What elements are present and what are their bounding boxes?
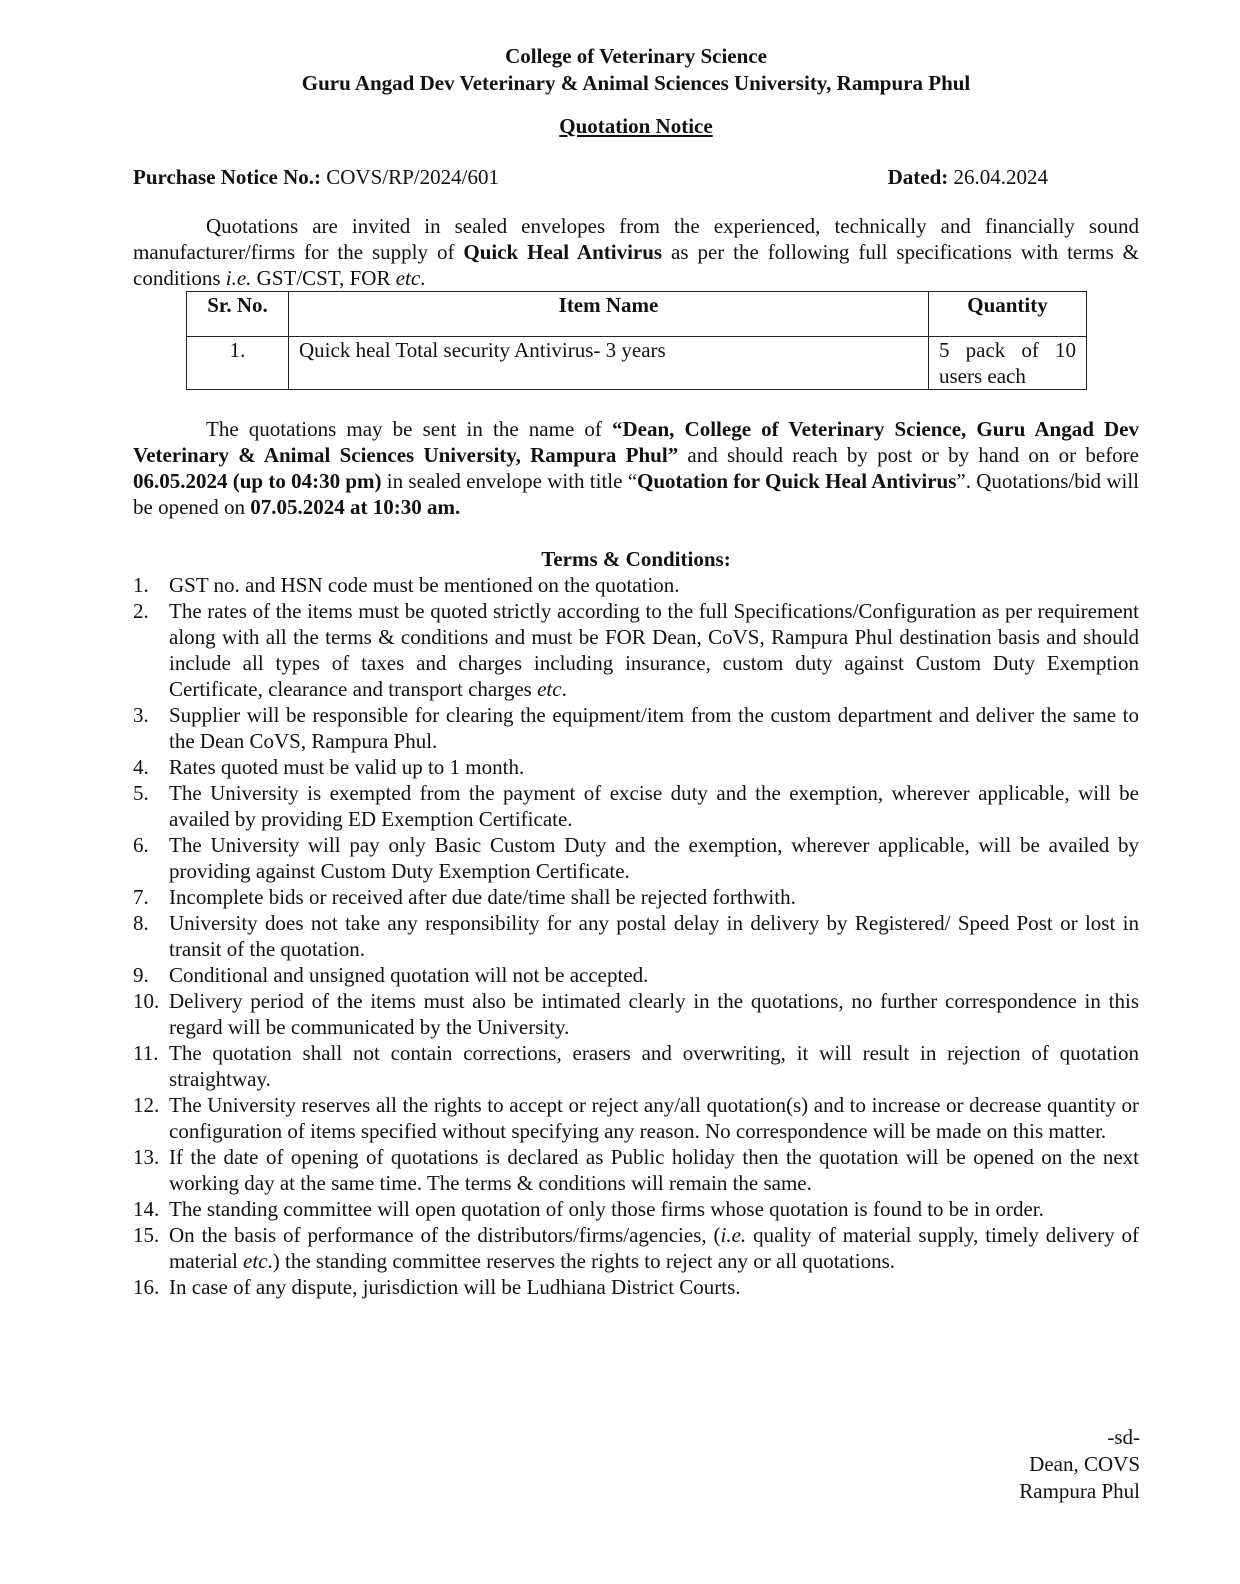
intro-text-1: Quotations are invited in sealed envelopes from the experienced, technically and financially sound manufacturer/firms for the supply of [133, 214, 1139, 264]
term-number: 13. [133, 1145, 160, 1169]
header-item-name: Item Name [289, 292, 929, 337]
term-text: On the basis of performance of the distributors/firms/agencies, ( [169, 1223, 721, 1247]
list-item [133, 988, 1139, 1040]
intro-etc: etc [395, 266, 421, 290]
term-text: Supplier will be responsible for clearing the equipment/item from the custom department and deliver the same to the Dean CoVS, Rampura Phul. [169, 703, 1139, 753]
term-number: 9. [133, 963, 149, 987]
list-item [133, 1144, 1139, 1196]
university-name: Guru Angad Dev Veterinary & Animal Sciences University, Rampura Phul [301, 71, 971, 95]
list-item [133, 572, 1139, 598]
list-item [133, 884, 1139, 910]
date-value: 26.04.2024 [953, 165, 1048, 189]
header-sr-no: Sr. No. [187, 292, 289, 337]
term-number: 6. [133, 833, 149, 857]
term-text: The quotation shall not contain corrections, erasers and overwriting, it will result in rejection of quotation straightway. [169, 1041, 1139, 1091]
term-number: 1. [133, 573, 149, 597]
terms-title: Terms & Conditions: [541, 547, 731, 571]
signatory-title: Dean, COVS [1029, 1452, 1140, 1476]
term-text: The University is exempted from the payment of excise duty and the exemption, wherever applicable, will be availed by providing ED Exemption Certificate. [169, 781, 1139, 831]
term-number: 14. [133, 1197, 160, 1221]
signature-mark: -sd- [1107, 1425, 1140, 1449]
list-item [133, 962, 1139, 988]
term-text: quality of material supply, timely delivery of material [169, 1223, 1139, 1273]
header-quantity: Quantity [929, 292, 1087, 337]
cell-sr-no: 1. [187, 337, 289, 390]
term-number: 10. [133, 989, 160, 1013]
submission-text-1: The quotations may be sent in the name of [206, 417, 613, 441]
document-page [133, 43, 1139, 1300]
intro-text-4: . [420, 266, 426, 290]
term-text: Rates quoted must be valid up to 1 month. [169, 755, 525, 779]
college-name: College of Veterinary Science [505, 44, 767, 68]
term-text: Conditional and unsigned quotation will not be accepted. [169, 963, 649, 987]
term-number: 2. [133, 599, 149, 623]
list-item [133, 1196, 1139, 1222]
term-text: i.e. [720, 1223, 747, 1247]
envelope-title: Quotation for Quick Heal Antivirus [637, 469, 957, 493]
purchase-notice-value: COVS/RP/2024/601 [326, 165, 499, 189]
list-item [133, 1222, 1139, 1274]
cell-quantity: 5 pack of 10 users each [929, 337, 1087, 390]
submission-text-2: and should reach by post or by hand on or before [678, 443, 1139, 467]
opening-date: 07.05.2024 at 10:30 am. [250, 495, 461, 519]
term-number: 4. [133, 755, 149, 779]
terms-list [133, 572, 1139, 1300]
items-table [186, 291, 1087, 390]
deadline: 06.05.2024 (up to 04:30 pm) [133, 469, 382, 493]
intro-text-2: as per the following full specifications with terms & conditions [133, 240, 1139, 290]
term-number: 16. [133, 1275, 160, 1299]
term-text: . [561, 677, 567, 701]
signature-block [1019, 1424, 1140, 1505]
submission-text-4: ”. Quotations/bid will be opened on [133, 469, 1139, 519]
cell-item-name: Quick heal Total security Antivirus- 3 years [289, 337, 929, 390]
term-text: The standing committee will open quotation of only those firms whose quotation is found to be in order. [169, 1197, 1044, 1221]
date-label: Dated: [887, 165, 949, 189]
term-text: Delivery period of the items must also be intimated clearly in the quotations, no further correspondence in this regard will be communicated by the University. [169, 989, 1139, 1039]
list-item [133, 754, 1139, 780]
term-text: GST no. and HSN code must be mentioned on the quotation. [169, 573, 680, 597]
submission-paragraph [133, 416, 1139, 520]
term-number: 5. [133, 781, 149, 805]
term-text: The University reserves all the rights to accept or reject any/all quotation(s) and to increase or decrease quantity or configuration of items specified without specifying any reason. No correspondence will be made on this matter. [169, 1093, 1139, 1143]
term-text: etc [243, 1249, 268, 1273]
term-number: 12. [133, 1093, 160, 1117]
submission-text-3: in sealed envelope with title “ [381, 469, 638, 493]
list-item [133, 780, 1139, 832]
intro-ie: i.e. [225, 266, 252, 290]
term-text: University does not take any responsibility for any postal delay in delivery by Registered/ Speed Post or lost in transit of the quotation. [169, 911, 1139, 961]
term-number: 7. [133, 885, 149, 909]
purchase-notice-number [133, 164, 499, 190]
term-number: 15. [133, 1223, 160, 1247]
list-item [133, 1092, 1139, 1144]
intro-paragraph [133, 213, 1139, 291]
table-row [187, 337, 1087, 390]
term-number: 3. [133, 703, 149, 727]
intro-text-3: GST/CST, FOR [251, 266, 396, 290]
list-item [133, 910, 1139, 962]
term-text: .) the standing committee reserves the rights to reject any or all quotations. [267, 1249, 896, 1273]
list-item [133, 598, 1139, 702]
notice-date [888, 164, 1048, 190]
term-text: In case of any dispute, jurisdiction will be Ludhiana District Courts. [169, 1275, 741, 1299]
term-text: If the date of opening of quotations is declared as Public holiday then the quotation will be opened on the next working day at the same time. The terms & conditions will remain the same. [169, 1145, 1139, 1195]
term-text: The University will pay only Basic Custom Duty and the exemption, wherever applicable, will be availed by providing against Custom Duty Exemption Certificate. [169, 833, 1139, 883]
term-text: Incomplete bids or received after due date/time shall be rejected forthwith. [169, 885, 796, 909]
term-number: 8. [133, 911, 149, 935]
table-header-row [187, 292, 1087, 337]
term-number: 11. [133, 1041, 159, 1065]
purchase-notice-row [133, 164, 1139, 190]
list-item [133, 1040, 1139, 1092]
list-item [133, 832, 1139, 884]
list-item [133, 1274, 1139, 1300]
addressee: “Dean, College of Veterinary Science, Guru Angad Dev Veterinary & Animal Sciences University, Rampura Phul” [133, 417, 1139, 467]
term-text: etc [537, 677, 562, 701]
purchase-notice-label: Purchase Notice No.: [133, 165, 321, 189]
product-name: Quick Heal Antivirus [463, 240, 663, 264]
term-text: The rates of the items must be quoted strictly according to the full Specifications/Configuration as per requirement along with all the terms & conditions and must be FOR Dean, CoVS, Rampura Phul destination basis and should include all types of taxes and charges including insurance, custom duty against Custom Duty Exemption Certificate, clearance and transport charges [169, 599, 1139, 701]
signatory-place: Rampura Phul [1019, 1479, 1140, 1503]
notice-title: Quotation Notice [559, 114, 713, 138]
list-item [133, 702, 1139, 754]
